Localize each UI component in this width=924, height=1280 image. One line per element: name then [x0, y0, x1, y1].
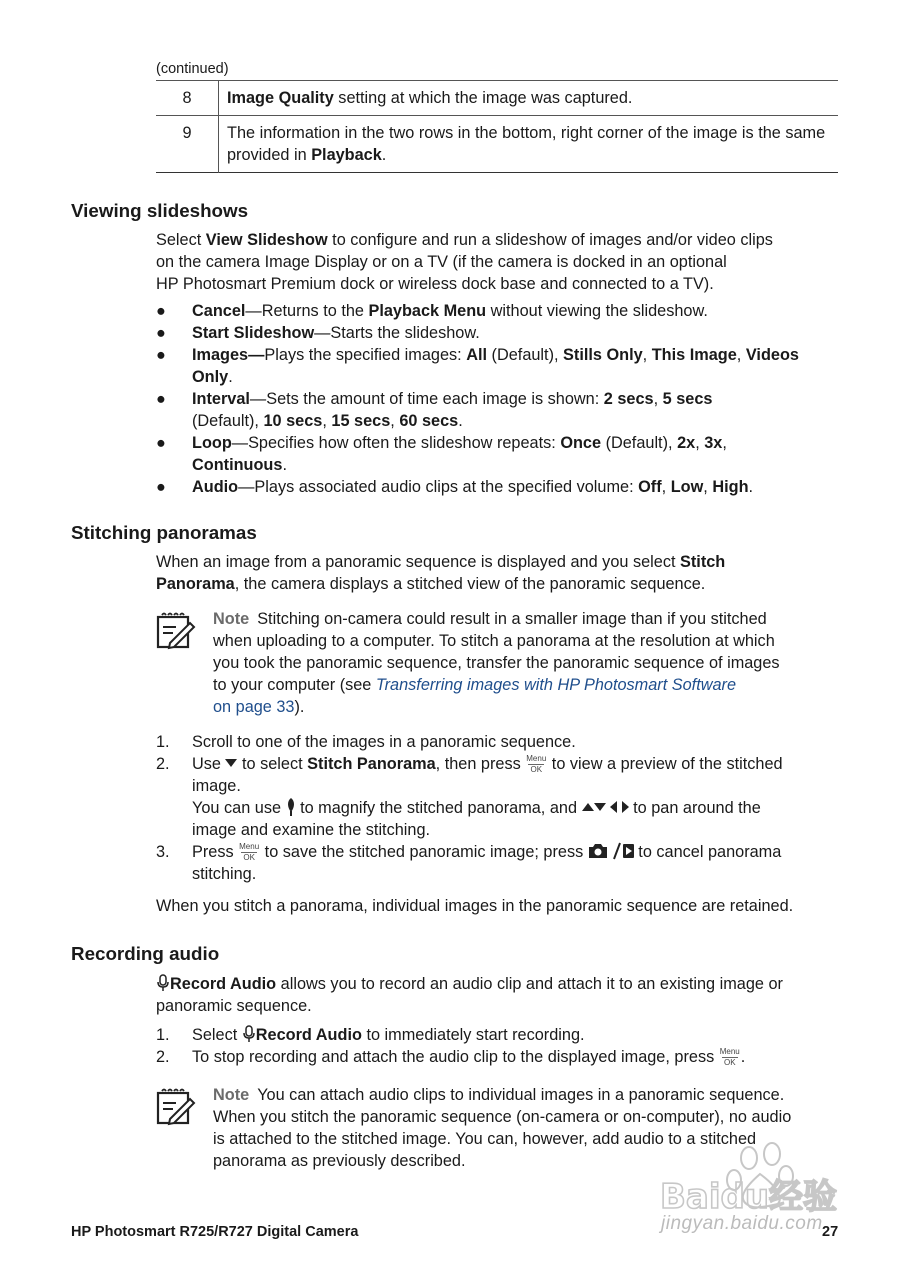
row-number: 8: [156, 81, 219, 116]
list-item: ● Audio—Plays associated audio clips at the specified volume: Off, Low, High.: [156, 478, 754, 496]
list-item: 3. Press Menu OK to save the stitched panoramic image; press to cancel panorama stitching.: [156, 842, 782, 883]
list-item: ● Interval—Sets the amount of time each image is shown: 2 secs, 5 secs (Default), 10 secs, 15 secs, 60 secs.: [156, 390, 713, 430]
audio-steps: [156, 1024, 846, 1068]
watermark-url: jingyan.baidu.com: [661, 1213, 823, 1234]
menu-ok-icon: Menu OK: [526, 754, 547, 774]
list-item: 1. Select Record Audio to immediately start recording.: [156, 1026, 585, 1044]
audio-note: Note You can attach audio clips to individual images in a panoramic sequence. When you stitch the panoramic sequence (on-camera or on-computer), no audio is attached to the stitched image. You can, however, add audio to a stitched panorama as previously described.: [213, 1086, 792, 1170]
list-item: ● Loop—Specifies how often the slideshow repeats: Once (Default), 2x, 3x, Continuous.: [156, 434, 727, 474]
row-text: Image Quality setting at which the image was captured.: [227, 89, 633, 107]
footer-title: HP Photosmart R725/R727 Digital Camera: [71, 1224, 359, 1240]
audio-intro: Record Audio allows you to record an audio clip and attach it to an existing image or panoramic sequence.: [156, 975, 783, 1015]
slideshow-intro: Select View Slideshow to configure and run a slideshow of images and/or video clips on the camera Image Display or on a TV (if the camera is docked in an optional HP Photosmart Premium dock or wireless dock base and connected to a TV).: [156, 231, 773, 293]
list-item: 2. Use to select Stitch Panorama, then press Menu OK to view a preview of the stitched image. You can use to magnify the stitched panorama, and to pan around the image and examine the stitching.: [156, 754, 783, 839]
heading-stitching-panoramas: Stitching panoramas: [71, 522, 257, 543]
panorama-intro: When an image from a panoramic sequence is displayed and you select Stitch Panorama, the camera displays a stitched view of the panoramic sequence.: [156, 553, 726, 593]
panorama-outro: When you stitch a panorama, individual images in the panoramic sequence are retained.: [156, 897, 794, 915]
right-arrow-icon: [622, 801, 629, 813]
heading-recording-audio: Recording audio: [71, 943, 220, 964]
down-arrow-icon: [225, 759, 237, 767]
continued-table: [156, 80, 838, 173]
watermark-brand: Baidu经验: [660, 1177, 838, 1217]
list-item: ● Cancel—Returns to the Playback Menu without viewing the slideshow.: [156, 302, 708, 320]
slideshow-options-list: [156, 300, 846, 498]
continued-label: (continued): [156, 61, 229, 77]
transfer-images-link[interactable]: Transferring images with HP Photosmart Software: [375, 676, 737, 694]
list-item: 2. To stop recording and attach the audio clip to the displayed image, press Menu OK .: [156, 1047, 746, 1067]
heading-viewing-slideshows: Viewing slideshows: [71, 200, 249, 221]
list-item: ● Images—Plays the specified images: All (Default), Stills Only, This Image, Videos Only.: [156, 346, 799, 386]
baidu-watermark-logo: [654, 1140, 874, 1270]
page-number: 27: [822, 1224, 839, 1240]
row-number: 9: [156, 116, 219, 173]
note-icon: [156, 1087, 196, 1127]
table-row: [156, 81, 838, 116]
down-arrow-icon: [594, 803, 606, 811]
page-33-link[interactable]: on page 33: [213, 698, 295, 716]
menu-ok-icon: Menu OK: [239, 842, 260, 862]
up-arrow-icon: [582, 803, 594, 811]
zoom-icon: [286, 798, 296, 816]
list-item: 1. Scroll to one of the images in a panoramic sequence.: [156, 733, 576, 751]
row-text: The information in the two rows in the bottom, right corner of the image is the same provided in Playback.: [227, 124, 826, 164]
note-icon: [156, 611, 196, 651]
camera-playback-icon: [588, 842, 634, 860]
list-item: ● Start Slideshow—Starts the slideshow.: [156, 324, 480, 342]
panorama-steps: [156, 731, 846, 885]
microphone-icon: [242, 1025, 256, 1043]
menu-ok-icon: Menu OK: [719, 1047, 740, 1067]
panorama-note: Note Stitching on-camera could result in a smaller image than if you stitched when uploading to a computer. To stitch a panorama at the resolution at which you took the panoramic sequence, transfer the panoramic sequence of images to your computer (see Transferring images with HP Photosmart Software on page 33).: [213, 610, 780, 716]
left-arrow-icon: [610, 801, 617, 813]
microphone-icon: [156, 974, 170, 992]
table-row: [156, 116, 838, 173]
